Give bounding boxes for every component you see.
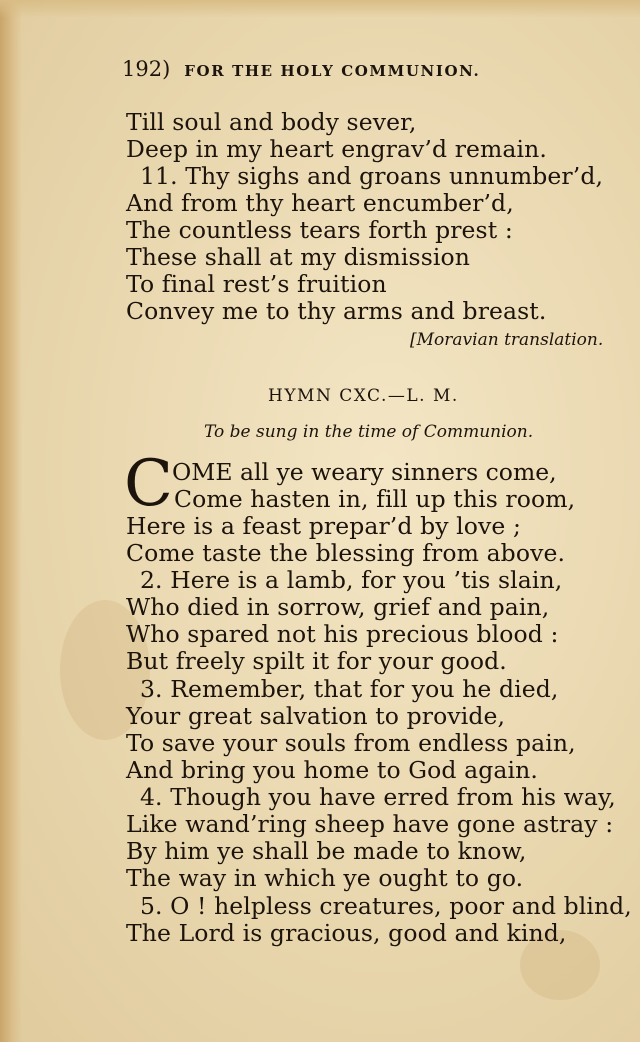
verse-line: To final rest’s fruition [126,270,387,298]
verse-line: Who died in sorrow, grief and pain, [126,593,550,621]
attribution: [Moravian translation. [410,330,604,350]
hymn-title: HYMN CXC.—L. M. [268,386,459,406]
page-top-edge [0,0,640,18]
page-binding-edge [0,0,22,1042]
verse-line: The Lord is gracious, good and kind, [126,919,567,947]
verse-line: Come taste the blessing from above. [126,539,566,567]
verse-line: By him ye shall be made to know, [126,837,527,865]
verse-line: Like wand’ring sheep have gone astray : [126,810,614,838]
verse-line-first: OME all ye weary sinners come, [172,458,557,486]
verse-line: But freely spilt it for your good. [126,647,507,675]
verse-line: 2. Here is a lamb, for you ’tis slain, [140,566,563,594]
drop-cap: C [124,447,173,521]
verse-line: The countless tears forth prest : [126,216,513,244]
verse-line: 4. Though you have erred from his way, [140,783,616,811]
verse-line: The way in which ye ought to go. [126,864,524,892]
verse-line: To save your souls from endless pain, [126,729,576,757]
verse-line: And bring you home to God again. [126,756,538,784]
verse-line: Here is a feast prepar’d by love ; [126,512,522,540]
verse-line: 5. O ! helpless creatures, poor and blind, [140,892,632,920]
verse-line: Who spared not his precious blood : [126,620,559,648]
verse-line: Convey me to thy arms and breast. [126,297,547,325]
verse-line: Come hasten in, fill up this room, [174,485,576,513]
verse-line: Till soul and body sever, [126,108,417,136]
running-title: FOR THE HOLY COMMUNION. [184,62,481,80]
verse-line: Your great salvation to provide, [126,702,506,730]
verse-line: These shall at my dismission [126,243,470,271]
verse-line: 3. Remember, that for you he died, [140,675,559,703]
page-number: 192) [122,57,171,81]
verse-line: Deep in my heart engrav’d remain. [126,135,547,163]
verse-line: And from thy heart encumber’d, [126,189,514,217]
running-header [122,56,480,84]
hymn-subtitle: To be sung in the time of Communion. [204,422,534,442]
verse-line: 11. Thy sighs and groans unnumber’d, [140,162,604,190]
